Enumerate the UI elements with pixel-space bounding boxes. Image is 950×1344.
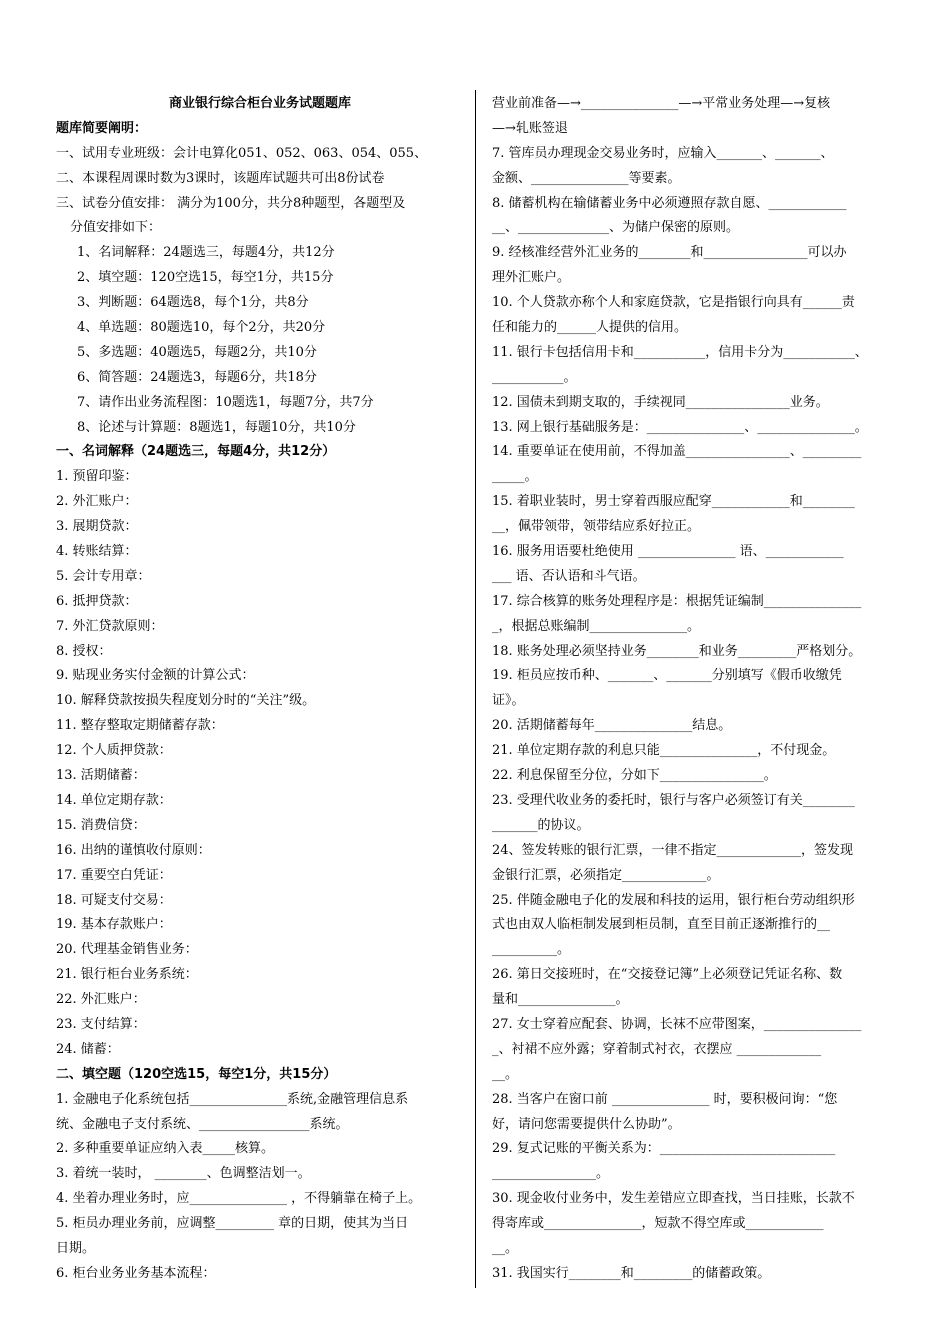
intro-line: 二、本课程周课时数为3课时，该题库试题共可出8份试卷 bbox=[56, 170, 385, 186]
section-heading-fill: 二、填空题（120空选15，每空1分，共15分） bbox=[56, 1066, 337, 1082]
fill-item: ___________。 bbox=[492, 369, 577, 385]
fill-item: 金银行汇票，必须指定_____________。 bbox=[492, 867, 720, 883]
section-heading-terms: 一、名词解释（24题选三，每题4分，共12分） bbox=[56, 444, 336, 460]
fill-item: 24、签发转账的银行汇票，一律不指定_____________，签发现 bbox=[492, 842, 854, 858]
fill-item: 10. 个人贷款亦称个人和家庭贷款，它是指银行向具有______责 bbox=[492, 295, 855, 311]
fill-item: 18. 账务处理必须坚持业务________和业务_________严格划分。 bbox=[492, 643, 862, 659]
term-item: 23. 支付结算： bbox=[56, 1016, 146, 1032]
fill-item: 21. 单位定期存款的利息只能_______________，不付现金。 bbox=[492, 743, 836, 759]
fill-item: 31. 我国实行________和_________的储蓄政策。 bbox=[492, 1265, 771, 1281]
right-column bbox=[492, 92, 902, 1287]
fill-item: 好，请问您需要提供什么协助”。 bbox=[492, 1116, 681, 1132]
fill-item: 23. 受理代收业务的委托时，银行与客户必须签订有关________ bbox=[492, 792, 855, 808]
fill-item: ________________。 bbox=[492, 1166, 610, 1182]
fill-item: 12. 国债未到期支取的，手续视同________________业务。 bbox=[492, 394, 829, 410]
fill-item: ___ 语、否认语和斗气语。 bbox=[492, 568, 646, 584]
fill-item: __，佩带领带，领带结应系好拉正。 bbox=[492, 519, 701, 535]
question-type-item: 2、填空题：120空选15，每空1分，共15分 bbox=[77, 270, 334, 286]
fill-item: 17. 综合核算的账务处理程序是：根据凭证编制_______________ bbox=[492, 593, 862, 609]
fill-item: 11. 银行卡包括信用卡和___________，信用卡分为___________、 bbox=[492, 344, 868, 360]
fill-item: 16. 服务用语要杜绝使用 _______________ 语、____________ bbox=[492, 544, 844, 560]
fill-item: 28. 当客户在窗口前 _______________ 时，要积极问询：“您 bbox=[492, 1091, 838, 1107]
term-item: 11. 整存整取定期储蓄存款： bbox=[56, 718, 224, 734]
fill-item: 得寄库或_______________，短款不得空库或____________ bbox=[492, 1216, 824, 1232]
fill-item: 15. 着职业装时，男士穿着西服应配穿____________和________ bbox=[492, 494, 855, 510]
intro-heading: 题库简要阐明： bbox=[56, 120, 148, 136]
fill-item: 4. 坐着办理业务时，应_______________ ，不得躺靠在椅子上。 bbox=[56, 1191, 422, 1207]
term-item: 17. 重要空白凭证： bbox=[56, 867, 172, 883]
term-item: 9. 贴现业务实付金额的计算公式： bbox=[56, 668, 255, 684]
term-item: 5. 会计专用章： bbox=[56, 568, 151, 584]
fill-item: 22. 利息保留至分位，分如下________________。 bbox=[492, 768, 777, 784]
fill-item: 8. 储蓄机构在输储蓄业务中必须遵照存款自愿、____________ bbox=[492, 195, 847, 211]
question-type-item: 5、多选题：40题选5，每题2分，共10分 bbox=[77, 344, 317, 360]
term-item: 20. 代理基金销售业务： bbox=[56, 942, 198, 958]
column-divider bbox=[475, 90, 476, 1288]
page-title: 商业银行综合柜台业务试题题库 bbox=[168, 96, 351, 111]
fill-item: 30. 现金收付业务中，发生差错应立即查找，当日挂账，长款不 bbox=[492, 1191, 855, 1207]
term-item: 18. 可疑支付交易： bbox=[56, 892, 172, 908]
fill-item: 6. 柜台业务业务基本流程： bbox=[56, 1265, 216, 1281]
term-item: 10. 解释贷款按损失程度划分时的“关注”级。 bbox=[56, 693, 316, 709]
fill-item: 9. 经核准经营外汇业务的________和________________可以办 bbox=[492, 245, 847, 261]
intro-line: 三、试卷分值安排： 满分为100分，共分8种题型，各题型及 bbox=[56, 195, 406, 211]
left-column bbox=[56, 92, 464, 1287]
question-type-item: 8、论述与计算题：8题选1，每题10分，共10分 bbox=[77, 419, 356, 435]
term-item: 22. 外汇账户： bbox=[56, 992, 146, 1008]
term-item: 4. 转账结算： bbox=[56, 544, 138, 560]
fill-item: 日期。 bbox=[56, 1240, 96, 1256]
fill-item: __________。 bbox=[492, 942, 571, 958]
fill-item: _______的协议。 bbox=[492, 817, 590, 833]
term-item: 6. 抵押贷款： bbox=[56, 593, 138, 609]
fill-item: 理外汇账户。 bbox=[492, 270, 571, 286]
fill-item: 任和能力的______人提供的信用。 bbox=[492, 320, 688, 336]
fill-item: 14. 重要单证在使用前，不得加盖________________、_________ bbox=[492, 444, 862, 460]
fill-item: 金额、_______________等要素。 bbox=[492, 170, 681, 186]
fill-item: 13. 网上银行基础服务是：_______________、_______________。 bbox=[492, 419, 868, 435]
fill-item: __。 bbox=[492, 1066, 519, 1082]
fill-item: __。 bbox=[492, 1240, 519, 1256]
term-item: 15. 消费信贷： bbox=[56, 817, 146, 833]
fill-item: 1. 金融电子化系统包括_______________系统,金融管理信息系 bbox=[56, 1091, 409, 1107]
fill-item: 2. 多种重要单证应纳入表_____核算。 bbox=[56, 1141, 275, 1157]
fill-item: 5. 柜员办理业务前，应调整_________ 章的日期，使其为当日 bbox=[56, 1216, 409, 1232]
fill-item: _、衬裙不应外露；穿着制式衬衣，衣摆应 _____________ bbox=[492, 1041, 822, 1057]
fill-item: 3. 着统一装时， ________、色调整洁划一。 bbox=[56, 1166, 311, 1182]
term-item: 14. 单位定期存款： bbox=[56, 792, 172, 808]
term-item: 16. 出纳的谨慎收付原则： bbox=[56, 842, 211, 858]
term-item: 24. 储蓄： bbox=[56, 1041, 120, 1057]
fill-item: 29. 复式记账的平衡关系为：___________________________ bbox=[492, 1141, 836, 1157]
fill-item: 7. 管库员办理现金交易业务时，应输入_______、_______、 bbox=[492, 145, 834, 161]
term-item: 3. 展期贷款： bbox=[56, 519, 138, 535]
term-item: 8. 授权： bbox=[56, 643, 112, 659]
intro-line: 分值安排如下： bbox=[70, 220, 162, 236]
fill-item: —→轧账签退 bbox=[492, 120, 568, 136]
fill-item: _____。 bbox=[492, 469, 538, 485]
fill-item: 27. 女士穿着应配套、协调，长袜不应带图案，_______________ bbox=[492, 1016, 862, 1032]
fill-item: __、______________、为储户保密的原则。 bbox=[492, 220, 740, 236]
fill-item: 营业前准备—→_______________—→平常业务处理—→复核 bbox=[492, 96, 831, 111]
question-type-item: 4、单选题：80题选10，每个2分，共20分 bbox=[77, 320, 326, 336]
fill-item: 25. 伴随金融电子化的发展和科技的运用，银行柜台劳动组织形 bbox=[492, 892, 855, 908]
fill-item: 26. 第日交接班时，在“交接登记簿”上必须登记凭证名称、数 bbox=[492, 967, 843, 983]
intro-line: 一、试用专业班级：会计电算化051、052、063、054、055、 bbox=[56, 145, 428, 161]
fill-item: 20. 活期储蓄每年_______________结息。 bbox=[492, 718, 732, 734]
fill-item: 式也由双人临柜制发展到柜员制，直至目前正逐渐推行的__ bbox=[492, 917, 831, 933]
term-item: 13. 活期储蓄： bbox=[56, 768, 146, 784]
question-type-item: 6、简答题：24题选3，每题6分，共18分 bbox=[77, 369, 317, 385]
term-item: 1. 预留印鉴： bbox=[56, 469, 138, 485]
fill-item: 量和_______________。 bbox=[492, 992, 629, 1008]
fill-item: 证》。 bbox=[492, 693, 525, 709]
question-type-item: 7、请作出业务流程图：10题选1，每题7分，共7分 bbox=[77, 394, 374, 410]
term-item: 19. 基本存款账户： bbox=[56, 917, 172, 933]
term-item: 21. 银行柜台业务系统： bbox=[56, 967, 198, 983]
term-item: 12. 个人质押贷款： bbox=[56, 743, 172, 759]
question-type-item: 3、判断题：64题选8，每个1分，共8分 bbox=[77, 295, 309, 311]
fill-item: 统、金融电子支付系统、_________________系统。 bbox=[56, 1116, 349, 1132]
question-type-item: 1、名词解释：24题选三，每题4分，共12分 bbox=[77, 245, 335, 261]
fill-item: _，根据总账编制_______________。 bbox=[492, 618, 701, 634]
term-item: 2. 外汇账户： bbox=[56, 494, 138, 510]
term-item: 7. 外汇贷款原则： bbox=[56, 618, 164, 634]
fill-item: 19. 柜员应按币种、_______、_______分别填写《假币收缴凭 bbox=[492, 668, 842, 684]
